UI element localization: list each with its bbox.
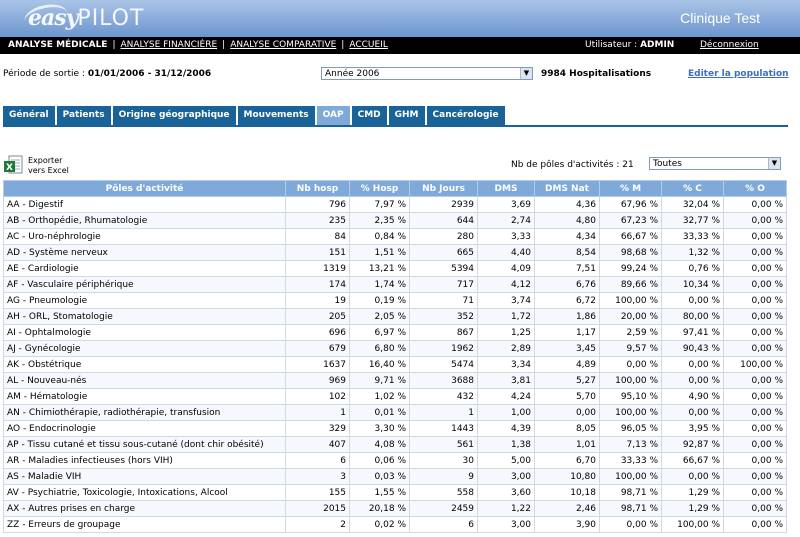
table-row[interactable] <box>4 517 787 533</box>
cell-pct-m: 98,71 % <box>600 485 662 501</box>
cell-nb-jours: 5474 <box>410 357 478 373</box>
tab-oap[interactable]: OAP <box>317 106 350 125</box>
cell-pct-c: 100,00 % <box>662 517 724 533</box>
cell-pct-c: 1,29 % <box>662 501 724 517</box>
cell-pct-m: 67,23 % <box>600 213 662 229</box>
cell-pct-o: 0,00 % <box>724 501 787 517</box>
tab-general[interactable]: Général <box>3 106 55 125</box>
cell-nb-jours: 1962 <box>410 341 478 357</box>
tab-mouvements[interactable]: Mouvements <box>238 106 315 125</box>
client-name: Clinique Test <box>680 10 760 26</box>
cell-pct-o: 0,00 % <box>724 421 787 437</box>
cell-nb-hosp: 969 <box>286 373 350 389</box>
cell-pole-name: AL - Nouveau-nés <box>4 373 286 389</box>
nav-analyse-financiere[interactable]: ANALYSE FINANCIÈRE <box>120 40 218 50</box>
cell-pct-hosp: 0,01 % <box>350 405 410 421</box>
table-row[interactable] <box>4 453 787 469</box>
cell-pct-c: 80,00 % <box>662 309 724 325</box>
cell-dms-nat: 4,89 <box>535 357 600 373</box>
cell-pct-m: 0,00 % <box>600 517 662 533</box>
cell-nb-hosp: 1637 <box>286 357 350 373</box>
col-header-nb-jours[interactable]: Nb Jours <box>410 181 478 197</box>
cell-nb-hosp: 205 <box>286 309 350 325</box>
cell-pct-m: 66,67 % <box>600 229 662 245</box>
logo-pilot-text: PILOT <box>77 5 145 31</box>
table-row[interactable] <box>4 357 787 373</box>
easypilot-logo[interactable] <box>28 3 144 33</box>
cell-pct-o: 0,00 % <box>724 373 787 389</box>
chevron-down-icon[interactable]: ▼ <box>768 158 780 169</box>
cell-dms: 3,00 <box>478 469 535 485</box>
cell-pct-o: 0,00 % <box>724 213 787 229</box>
cell-pole-name: AE - Cardiologie <box>4 261 286 277</box>
cell-nb-hosp: 2 <box>286 517 350 533</box>
period-value: 01/01/2006 - 31/12/2006 <box>87 69 212 79</box>
cell-dms-nat: 0,00 <box>535 405 600 421</box>
cell-pct-m: 2,59 % <box>600 325 662 341</box>
cell-dms-nat: 5,70 <box>535 389 600 405</box>
cell-nb-hosp: 155 <box>286 485 350 501</box>
cell-nb-hosp: 151 <box>286 245 350 261</box>
cell-dms-nat: 1,17 <box>535 325 600 341</box>
analysis-tabs <box>3 106 507 125</box>
cell-pct-o: 0,00 % <box>724 453 787 469</box>
cell-pct-hosp: 7,97 % <box>350 197 410 213</box>
col-header-pct-m[interactable]: % M <box>600 181 662 197</box>
cell-pct-c: 0,76 % <box>662 261 724 277</box>
cell-nb-hosp: 19 <box>286 293 350 309</box>
cell-pct-m: 100,00 % <box>600 469 662 485</box>
cell-pct-hosp: 1,02 % <box>350 389 410 405</box>
cell-pct-o: 0,00 % <box>724 341 787 357</box>
cell-dms: 2,89 <box>478 341 535 357</box>
poles-filter-value: Toutes <box>653 159 682 169</box>
cell-nb-hosp: 6 <box>286 453 350 469</box>
cell-nb-jours: 3688 <box>410 373 478 389</box>
cell-dms-nat: 6,70 <box>535 453 600 469</box>
cell-pole-name: AF - Vasculaire périphérique <box>4 277 286 293</box>
nav-analyse-medicale[interactable]: ANALYSE MÉDICALE <box>8 40 108 50</box>
cell-pct-hosp: 0,02 % <box>350 517 410 533</box>
col-header-pct-c[interactable]: % C <box>662 181 724 197</box>
tab-ghm[interactable]: GHM <box>389 106 425 125</box>
table-row[interactable] <box>4 341 787 357</box>
cell-pct-o: 0,00 % <box>724 325 787 341</box>
cell-dms-nat: 5,27 <box>535 373 600 389</box>
cell-pct-c: 97,41 % <box>662 325 724 341</box>
cell-dms: 4,40 <box>478 245 535 261</box>
current-user <box>585 40 674 50</box>
period-label: Période de sortie : <box>3 69 85 79</box>
hospitalisations-count: 9984 Hospitalisations <box>541 69 652 79</box>
cell-pct-c: 1,29 % <box>662 485 724 501</box>
cell-pct-hosp: 13,21 % <box>350 261 410 277</box>
table-row[interactable] <box>4 325 787 341</box>
col-header-dms-nat[interactable]: DMS Nat <box>535 181 600 197</box>
poles-count: Nb de pôles d'activités : 21 <box>511 160 634 170</box>
cell-pole-name: AO - Endocrinologie <box>4 421 286 437</box>
cell-pole-name: AR - Maladies infectieuses (hors VIH) <box>4 453 286 469</box>
table-row[interactable] <box>4 213 787 229</box>
nav-accueil[interactable]: ACCUEIL <box>349 40 388 50</box>
cell-pct-hosp: 16,40 % <box>350 357 410 373</box>
cell-dms-nat: 8,54 <box>535 245 600 261</box>
cell-nb-hosp: 174 <box>286 277 350 293</box>
col-header-poles[interactable]: Pôles d'activité <box>4 181 286 197</box>
cell-pct-m: 98,71 % <box>600 501 662 517</box>
cell-nb-hosp: 679 <box>286 341 350 357</box>
cell-pole-name: AP - Tissu cutané et tissu sous-cutané (dont chir obésité) <box>4 437 286 453</box>
cell-dms: 3,74 <box>478 293 535 309</box>
tab-cmd[interactable]: CMD <box>352 106 387 125</box>
cell-nb-jours: 2939 <box>410 197 478 213</box>
cell-pct-o: 0,00 % <box>724 229 787 245</box>
cell-dms: 3,69 <box>478 197 535 213</box>
cell-pole-name: AV - Psychiatrie, Toxicologie, Intoxications, Alcool <box>4 485 286 501</box>
cell-pct-hosp: 6,80 % <box>350 341 410 357</box>
cell-dms: 3,33 <box>478 229 535 245</box>
cell-nb-hosp: 84 <box>286 229 350 245</box>
cell-nb-jours: 6 <box>410 517 478 533</box>
cell-nb-hosp: 235 <box>286 213 350 229</box>
table-row[interactable] <box>4 373 787 389</box>
cell-nb-hosp: 1 <box>286 405 350 421</box>
cell-pole-name: AG - Pneumologie <box>4 293 286 309</box>
cell-nb-jours: 2459 <box>410 501 478 517</box>
user-name: ADMIN <box>640 40 675 50</box>
table-row[interactable] <box>4 437 787 453</box>
cell-dms-nat: 6,72 <box>535 293 600 309</box>
cell-pct-m: 0,00 % <box>600 357 662 373</box>
cell-nb-jours: 30 <box>410 453 478 469</box>
tab-patients[interactable]: Patients <box>57 106 111 125</box>
table-row[interactable] <box>4 277 787 293</box>
cell-pct-hosp: 0,06 % <box>350 453 410 469</box>
cell-nb-jours: 665 <box>410 245 478 261</box>
cell-pole-name: AD - Système nerveux <box>4 245 286 261</box>
cell-nb-jours: 71 <box>410 293 478 309</box>
cell-dms-nat: 7,51 <box>535 261 600 277</box>
cell-pole-name: AH - ORL, Stomatologie <box>4 309 286 325</box>
logout-link[interactable]: Déconnexion <box>700 40 759 50</box>
cell-pct-hosp: 2,35 % <box>350 213 410 229</box>
cell-dms: 3,34 <box>478 357 535 373</box>
cell-nb-hosp: 3 <box>286 469 350 485</box>
cell-pct-o: 0,00 % <box>724 309 787 325</box>
cell-dms: 3,81 <box>478 373 535 389</box>
cell-nb-jours: 9 <box>410 469 478 485</box>
cell-pct-c: 10,34 % <box>662 277 724 293</box>
table-row[interactable] <box>4 229 787 245</box>
cell-pct-c: 0,00 % <box>662 469 724 485</box>
cell-pct-c: 1,32 % <box>662 245 724 261</box>
cell-pct-m: 7,13 % <box>600 437 662 453</box>
cell-dms: 2,74 <box>478 213 535 229</box>
cell-pct-o: 100,00 % <box>724 357 787 373</box>
cell-pct-m: 20,00 % <box>600 309 662 325</box>
cell-nb-jours: 717 <box>410 277 478 293</box>
tab-origine-geographique[interactable]: Origine géographique <box>113 106 236 125</box>
cell-pct-o: 0,00 % <box>724 277 787 293</box>
cell-pct-m: 9,57 % <box>600 341 662 357</box>
tab-underline <box>3 125 788 127</box>
cell-dms-nat: 4,34 <box>535 229 600 245</box>
cell-pct-c: 90,43 % <box>662 341 724 357</box>
tab-cancerologie[interactable]: Cancérologie <box>427 106 505 125</box>
cell-pct-c: 4,90 % <box>662 389 724 405</box>
cell-nb-jours: 561 <box>410 437 478 453</box>
cell-dms: 1,25 <box>478 325 535 341</box>
cell-pole-name: AS - Maladie VIH <box>4 469 286 485</box>
cell-pct-c: 32,04 % <box>662 197 724 213</box>
cell-pct-hosp: 20,18 % <box>350 501 410 517</box>
excel-icon <box>3 155 23 177</box>
cell-pole-name: AI - Ophtalmologie <box>4 325 286 341</box>
cell-pole-name: AC - Uro-néphrologie <box>4 229 286 245</box>
cell-pct-o: 0,00 % <box>724 517 787 533</box>
table-row[interactable] <box>4 197 787 213</box>
cell-nb-jours: 867 <box>410 325 478 341</box>
table-row[interactable] <box>4 245 787 261</box>
table-row[interactable] <box>4 501 787 517</box>
table-header-row <box>4 181 787 197</box>
cell-pct-c: 33,33 % <box>662 229 724 245</box>
cell-dms: 3,60 <box>478 485 535 501</box>
cell-pct-m: 67,96 % <box>600 197 662 213</box>
cell-pct-hosp: 9,71 % <box>350 373 410 389</box>
cell-pct-o: 0,00 % <box>724 405 787 421</box>
cell-dms: 1,22 <box>478 501 535 517</box>
cell-dms-nat: 1,86 <box>535 309 600 325</box>
cell-dms-nat: 6,76 <box>535 277 600 293</box>
cell-pct-hosp: 0,84 % <box>350 229 410 245</box>
cell-pct-hosp: 4,08 % <box>350 437 410 453</box>
cell-dms: 1,72 <box>478 309 535 325</box>
cell-pct-o: 0,00 % <box>724 261 787 277</box>
cell-pole-name: AA - Digestif <box>4 197 286 213</box>
cell-pct-o: 0,00 % <box>724 437 787 453</box>
cell-pole-name: ZZ - Erreurs de groupage <box>4 517 286 533</box>
table-row[interactable] <box>4 261 787 277</box>
cell-dms-nat: 4,80 <box>535 213 600 229</box>
cell-pct-m: 96,05 % <box>600 421 662 437</box>
cell-pct-m: 95,10 % <box>600 389 662 405</box>
cell-pct-m: 99,24 % <box>600 261 662 277</box>
cell-nb-hosp: 102 <box>286 389 350 405</box>
table-row[interactable] <box>4 421 787 437</box>
col-header-dms[interactable]: DMS <box>478 181 535 197</box>
cell-pct-m: 98,68 % <box>600 245 662 261</box>
cell-nb-jours: 558 <box>410 485 478 501</box>
cell-pct-c: 32,77 % <box>662 213 724 229</box>
cell-dms-nat: 8,05 <box>535 421 600 437</box>
cell-pct-m: 100,00 % <box>600 373 662 389</box>
cell-dms-nat: 2,46 <box>535 501 600 517</box>
cell-dms: 4,09 <box>478 261 535 277</box>
cell-nb-hosp: 407 <box>286 437 350 453</box>
nav-separator: | <box>222 40 226 50</box>
svg-text:X: X <box>6 163 13 173</box>
cell-dms-nat: 1,01 <box>535 437 600 453</box>
edit-population-link[interactable]: Editer la population <box>688 69 789 79</box>
cell-pct-o: 0,00 % <box>724 389 787 405</box>
cell-nb-jours: 280 <box>410 229 478 245</box>
col-header-nb-hosp[interactable]: Nb hosp <box>286 181 350 197</box>
cell-nb-hosp: 696 <box>286 325 350 341</box>
cell-pct-o: 0,00 % <box>724 485 787 501</box>
cell-dms: 1,38 <box>478 437 535 453</box>
cell-nb-hosp: 2015 <box>286 501 350 517</box>
cell-pole-name: AB - Orthopédie, Rhumatologie <box>4 213 286 229</box>
cell-dms: 5,00 <box>478 453 535 469</box>
cell-pct-hosp: 2,05 % <box>350 309 410 325</box>
cell-pole-name: AJ - Gynécologie <box>4 341 286 357</box>
table-row[interactable] <box>4 469 787 485</box>
logo-easy-text: easy <box>28 5 78 31</box>
cell-pct-c: 92,87 % <box>662 437 724 453</box>
period-select-value: Année 2006 <box>325 69 380 79</box>
cell-pct-c: 0,00 % <box>662 357 724 373</box>
poles-table <box>3 180 787 533</box>
export-label-line2: vers Excel <box>28 166 69 175</box>
table-row[interactable] <box>4 309 787 325</box>
cell-dms: 3,00 <box>478 517 535 533</box>
cell-pct-hosp: 1,51 % <box>350 245 410 261</box>
cell-pct-hosp: 1,55 % <box>350 485 410 501</box>
col-header-pct-o[interactable]: % O <box>724 181 787 197</box>
app-header <box>0 0 800 37</box>
export-label-line1: Exporter <box>28 156 63 165</box>
export-excel-button[interactable] <box>3 155 69 177</box>
table-row[interactable] <box>4 405 787 421</box>
cell-pole-name: AN - Chimiothérapie, radiothérapie, transfusion <box>4 405 286 421</box>
cell-pct-m: 100,00 % <box>600 293 662 309</box>
cell-pct-hosp: 3,30 % <box>350 421 410 437</box>
cell-pct-hosp: 0,19 % <box>350 293 410 309</box>
cell-pct-o: 0,00 % <box>724 469 787 485</box>
period-info <box>3 69 211 79</box>
cell-nb-hosp: 329 <box>286 421 350 437</box>
cell-pct-c: 0,00 % <box>662 405 724 421</box>
cell-nb-jours: 644 <box>410 213 478 229</box>
cell-nb-jours: 1443 <box>410 421 478 437</box>
cell-nb-jours: 432 <box>410 389 478 405</box>
cell-dms-nat: 3,90 <box>535 517 600 533</box>
cell-pole-name: AK - Obstétrique <box>4 357 286 373</box>
cell-dms: 4,24 <box>478 389 535 405</box>
cell-nb-hosp: 1319 <box>286 261 350 277</box>
cell-pole-name: AX - Autres prises en charge <box>4 501 286 517</box>
cell-pct-c: 0,00 % <box>662 293 724 309</box>
cell-dms-nat: 3,45 <box>535 341 600 357</box>
col-header-pct-hosp[interactable]: % Hosp <box>350 181 410 197</box>
cell-pct-m: 100,00 % <box>600 405 662 421</box>
cell-dms-nat: 10,18 <box>535 485 600 501</box>
cell-nb-jours: 352 <box>410 309 478 325</box>
cell-nb-jours: 1 <box>410 405 478 421</box>
cell-pct-o: 0,00 % <box>724 245 787 261</box>
cell-pct-m: 89,66 % <box>600 277 662 293</box>
cell-dms: 1,00 <box>478 405 535 421</box>
table-row[interactable] <box>4 485 787 501</box>
top-nav-bar <box>0 37 800 54</box>
period-select[interactable] <box>321 67 533 80</box>
table-body <box>4 197 787 533</box>
cell-pct-hosp: 1,74 % <box>350 277 410 293</box>
cell-pole-name: AM - Hématologie <box>4 389 286 405</box>
nav-separator: | <box>112 40 116 50</box>
cell-dms-nat: 4,36 <box>535 197 600 213</box>
cell-nb-hosp: 796 <box>286 197 350 213</box>
cell-pct-o: 0,00 % <box>724 197 787 213</box>
table-row[interactable] <box>4 389 787 405</box>
cell-pct-c: 0,00 % <box>662 373 724 389</box>
nav-analyse-comparative[interactable]: ANALYSE COMPARATIVE <box>230 40 337 50</box>
cell-pct-c: 66,67 % <box>662 453 724 469</box>
cell-nb-jours: 5394 <box>410 261 478 277</box>
cell-dms-nat: 10,80 <box>535 469 600 485</box>
cell-pct-m: 33,33 % <box>600 453 662 469</box>
table-row[interactable] <box>4 293 787 309</box>
chevron-down-icon[interactable]: ▼ <box>520 68 532 79</box>
cell-dms: 4,39 <box>478 421 535 437</box>
poles-filter-select[interactable] <box>649 157 781 170</box>
cell-pct-hosp: 0,03 % <box>350 469 410 485</box>
cell-pct-hosp: 6,97 % <box>350 325 410 341</box>
cell-pct-c: 3,95 % <box>662 421 724 437</box>
cell-dms: 4,12 <box>478 277 535 293</box>
user-label: Utilisateur : <box>585 40 638 50</box>
nav-separator: | <box>341 40 345 50</box>
cell-pct-o: 0,00 % <box>724 293 787 309</box>
